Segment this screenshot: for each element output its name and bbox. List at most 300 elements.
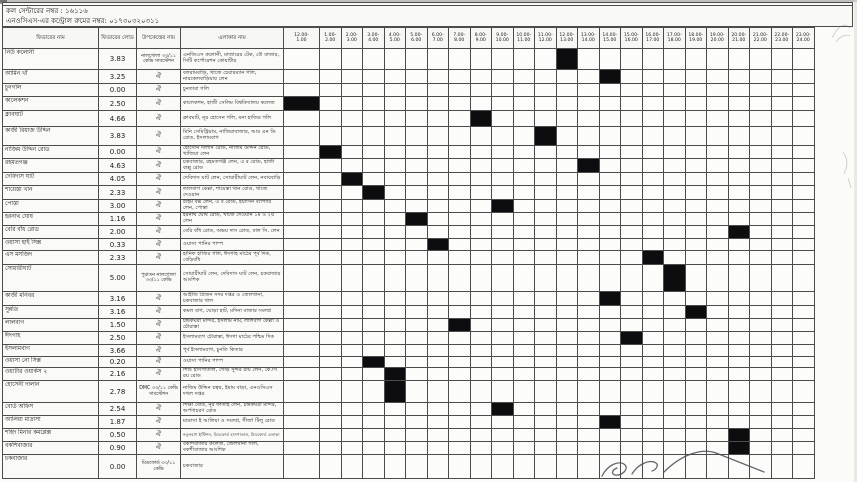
- schedule-cell: [385, 292, 407, 305]
- time-slot-from: 10.00-: [516, 32, 532, 38]
- schedule-cell: [406, 292, 428, 305]
- schedule-cell: [363, 127, 385, 145]
- feeder-name-cell: বেরি বাঁধ রোড: [3, 226, 99, 238]
- schedule-cell: [600, 306, 622, 318]
- schedule-cell: [428, 200, 450, 212]
- schedule-cell: [793, 345, 815, 356]
- schedule-cell: [578, 127, 600, 145]
- blackout-cell: [600, 70, 622, 83]
- schedule-cell: [664, 251, 686, 264]
- schedule-cell: [750, 239, 772, 250]
- time-slot-to: 13.00: [560, 38, 574, 43]
- schedule-cell: [406, 159, 428, 172]
- column-header-time-slot: [621, 28, 643, 48]
- schedule-cell: [428, 416, 450, 428]
- schedule-cell: [471, 200, 493, 212]
- schedule-cell: [514, 49, 536, 69]
- schedule-cell: [643, 368, 665, 380]
- feeder-load-cell: 3.66: [99, 345, 137, 356]
- schedule-cell: [686, 332, 708, 344]
- schedule-cell: [578, 368, 600, 380]
- schedule-cell: [342, 381, 364, 402]
- schedule-cell: [750, 226, 772, 238]
- schedule-cell: [320, 319, 342, 331]
- schedule-cell: [772, 159, 794, 172]
- feeder-load-cell: 4.05: [99, 173, 137, 185]
- substation-cell: ঐ: [137, 127, 181, 145]
- schedule-cell: [621, 429, 643, 441]
- schedule-cell: [471, 127, 493, 145]
- schedule-cell: [284, 226, 320, 238]
- feeder-row: [3, 357, 815, 368]
- schedule-cell: [406, 319, 428, 331]
- schedule-cell: [772, 226, 794, 238]
- schedule-cell: [514, 403, 536, 415]
- schedule-cell: [557, 442, 579, 454]
- schedule-cell: [428, 159, 450, 172]
- schedule-cell: [600, 226, 622, 238]
- schedule-cell: [342, 292, 364, 305]
- schedule-cell: [729, 403, 751, 415]
- schedule-cell: [772, 345, 794, 356]
- schedule-cell: [557, 319, 579, 331]
- schedule-cell: [428, 265, 450, 291]
- schedule-cell: [707, 239, 729, 250]
- schedule-cell: [492, 226, 514, 238]
- schedule-cell: [342, 332, 364, 344]
- schedule-cell: [492, 213, 514, 225]
- schedule-cell: [793, 429, 815, 441]
- schedule-cell: [406, 332, 428, 344]
- column-header-feeder-load: ফিডারের লোড: [99, 28, 137, 48]
- schedule-cell: [514, 146, 536, 158]
- schedule-cell: [406, 381, 428, 402]
- schedule-cell: [428, 173, 450, 185]
- schedule-cell: [320, 173, 342, 185]
- schedule-cell: [772, 84, 794, 96]
- schedule-cell: [385, 332, 407, 344]
- schedule-cell: [772, 332, 794, 344]
- schedule-cell: [793, 49, 815, 69]
- schedule-cell: [793, 332, 815, 344]
- schedule-cell: [514, 251, 536, 264]
- schedule-cell: [449, 251, 471, 264]
- schedule-cell: [578, 213, 600, 225]
- substation-cell: ঐ: [137, 97, 181, 110]
- substation-cell: ঐ: [137, 292, 181, 305]
- schedule-cell: [284, 159, 320, 172]
- schedule-cell: [363, 292, 385, 305]
- schedule-cell: [284, 345, 320, 356]
- schedule-cell: [793, 186, 815, 199]
- schedule-cell: [492, 49, 514, 69]
- schedule-cell: [284, 173, 320, 185]
- schedule-cell: [284, 319, 320, 331]
- schedule-cell: [514, 442, 536, 454]
- blackout-cell: [621, 332, 643, 344]
- schedule-cell: [750, 332, 772, 344]
- schedule-cell: [514, 429, 536, 441]
- time-slot-from: 20.00-: [731, 32, 747, 38]
- schedule-cell: [578, 84, 600, 96]
- feeder-name-cell: ইসলামবাগ: [3, 345, 99, 356]
- schedule-cell: [707, 226, 729, 238]
- schedule-cell: [729, 159, 751, 172]
- schedule-cell: [750, 416, 772, 428]
- schedule-cell: [449, 265, 471, 291]
- schedule-cell: [535, 226, 557, 238]
- feeder-load-cell: 2.00: [99, 226, 137, 238]
- schedule-cell: [342, 97, 364, 110]
- time-slot-to: 5.00: [389, 38, 400, 43]
- substation-cell: ঐ: [137, 251, 181, 264]
- schedule-cell: [471, 403, 493, 415]
- schedule-cell: [514, 200, 536, 212]
- time-slot-from: 5.00-: [410, 32, 423, 38]
- schedule-cell: [385, 429, 407, 441]
- schedule-cell: [535, 381, 557, 402]
- schedule-cell: [428, 186, 450, 199]
- schedule-cell: [406, 357, 428, 367]
- schedule-cell: [750, 319, 772, 331]
- schedule-cell: [492, 186, 514, 199]
- schedule-cell: [514, 345, 536, 356]
- time-slot-from: 9.00-: [496, 32, 509, 38]
- schedule-cell: [385, 127, 407, 145]
- schedule-cell: [600, 265, 622, 291]
- schedule-cell: [535, 455, 557, 478]
- feeder-load-cell: 2.78: [99, 381, 137, 402]
- schedule-cell: [514, 159, 536, 172]
- schedule-cell: [471, 416, 493, 428]
- schedule-cell: [385, 111, 407, 126]
- schedule-cell: [772, 292, 794, 305]
- time-slot-to: 24.00: [796, 38, 810, 43]
- substation-cell: DMC ৩৩/১১ কেভি সাবস্টেশন: [137, 381, 181, 402]
- schedule-cell: [428, 455, 450, 478]
- schedule-cell: [772, 319, 794, 331]
- area-names-cell: হরনাথ ঘোষ রোড, খাজে দেওয়ান ১ম ও ২য় লেন: [181, 213, 284, 225]
- schedule-cell: [578, 173, 600, 185]
- blackout-cell: [729, 226, 751, 238]
- schedule-cell: [342, 368, 364, 380]
- schedule-cell: [686, 239, 708, 250]
- schedule-cell: [643, 159, 665, 172]
- area-names-cell: ইসলামবাগ চৌরাস্তা, ঈদগা মাঠের পশ্চিম দিক: [181, 332, 284, 344]
- column-header-time-slot: [342, 28, 364, 48]
- schedule-cell: [621, 84, 643, 96]
- schedule-cell: [750, 251, 772, 264]
- schedule-cell: [535, 70, 557, 83]
- schedule-cell: [449, 345, 471, 356]
- schedule-cell: [686, 251, 708, 264]
- feeder-name-cell: সোয়ারীঘাট: [3, 265, 99, 291]
- schedule-cell: [284, 332, 320, 344]
- column-header-time-slot: [578, 28, 600, 48]
- schedule-cell: [578, 416, 600, 428]
- area-names-cell: বেরি বাঁধ রোড, অভয় দাস রোড, ঢাল সি. লেন: [181, 226, 284, 238]
- schedule-cell: [428, 146, 450, 158]
- schedule-cell: [643, 49, 665, 69]
- schedule-cell: [643, 226, 665, 238]
- schedule-cell: [686, 416, 708, 428]
- schedule-cell: [643, 70, 665, 83]
- schedule-cell: [428, 345, 450, 356]
- schedule-cell: [492, 111, 514, 126]
- schedule-cell: [621, 265, 643, 291]
- schedule-cell: [428, 226, 450, 238]
- schedule-cell: [492, 429, 514, 441]
- area-names-cell: নতুনবাগ ইস্টিশন, মিডফোর্ড হাসপাতাল, মিডফোর্ড এলাকা: [181, 429, 284, 441]
- schedule-cell: [514, 332, 536, 344]
- column-header-time-slot: [406, 28, 428, 48]
- schedule-cell: [664, 345, 686, 356]
- schedule-cell: [535, 306, 557, 318]
- time-slot-to: 20.00: [710, 38, 724, 43]
- schedule-cell: [449, 70, 471, 83]
- schedule-cell: [471, 357, 493, 367]
- schedule-cell: [284, 84, 320, 96]
- schedule-cell: [643, 306, 665, 318]
- schedule-cell: [664, 127, 686, 145]
- column-header-time-slot: [600, 28, 622, 48]
- schedule-cell: [428, 306, 450, 318]
- area-names-cell: এনজিএস কলোনী, মাজারের টেক, বৌ বাজার, সিটি কর্পোরেশন কোয়ার্টার: [181, 49, 284, 69]
- schedule-cell: [449, 84, 471, 96]
- schedule-cell: [320, 265, 342, 291]
- schedule-cell: [320, 455, 342, 478]
- schedule-cell: [578, 251, 600, 264]
- schedule-cell: [621, 381, 643, 402]
- schedule-cell: [535, 265, 557, 291]
- schedule-cell: [514, 381, 536, 402]
- schedule-cell: [535, 357, 557, 367]
- schedule-cell: [772, 368, 794, 380]
- column-header-time-slot: [363, 28, 385, 48]
- schedule-cell: [729, 127, 751, 145]
- schedule-cell: [535, 173, 557, 185]
- schedule-cell: [557, 186, 579, 199]
- schedule-cell: [686, 357, 708, 367]
- schedule-cell: [492, 146, 514, 158]
- schedule-cell: [686, 200, 708, 212]
- schedule-cell: [578, 292, 600, 305]
- feeder-name-cell: পোস্তা: [3, 200, 99, 212]
- time-slot-to: 16.00: [624, 38, 638, 43]
- schedule-cell: [492, 319, 514, 331]
- schedule-cell: [772, 357, 794, 367]
- schedule-cell: [707, 429, 729, 441]
- feeder-row: [3, 345, 815, 357]
- schedule-cell: [514, 97, 536, 110]
- area-names-cell: পূর্ব ইসলামবাগ, চুনতি কিতার: [181, 345, 284, 356]
- schedule-cell: [385, 239, 407, 250]
- schedule-cell: [707, 200, 729, 212]
- schedule-cell: [492, 97, 514, 110]
- schedule-cell: [793, 442, 815, 454]
- feeder-row: [3, 213, 815, 226]
- schedule-cell: [449, 111, 471, 126]
- schedule-cell: [686, 127, 708, 145]
- schedule-cell: [342, 111, 364, 126]
- schedule-cell: [729, 146, 751, 158]
- schedule-cell: [557, 251, 579, 264]
- substation-cell: ঐ: [137, 403, 181, 415]
- feeder-row: [3, 429, 815, 442]
- schedule-cell: [750, 173, 772, 185]
- schedule-cell: [600, 159, 622, 172]
- schedule-cell: [557, 357, 579, 367]
- schedule-cell: [385, 442, 407, 454]
- schedule-cell: [492, 159, 514, 172]
- schedule-cell: [342, 84, 364, 96]
- schedule-cell: [342, 49, 364, 69]
- column-header-time-slot: [492, 28, 514, 48]
- schedule-cell: [793, 357, 815, 367]
- schedule-cell: [750, 345, 772, 356]
- schedule-cell: [385, 84, 407, 96]
- schedule-cell: [643, 111, 665, 126]
- schedule-cell: [320, 159, 342, 172]
- substation-cell: ঐ: [137, 239, 181, 250]
- schedule-cell: [707, 368, 729, 380]
- schedule-cell: [428, 70, 450, 83]
- schedule-cell: [578, 200, 600, 212]
- schedule-cell: [449, 239, 471, 250]
- schedule-cell: [750, 49, 772, 69]
- schedule-cell: [707, 381, 729, 402]
- schedule-cell: [729, 319, 751, 331]
- feeder-load-cell: 3.00: [99, 200, 137, 212]
- feeder-row: [3, 416, 815, 429]
- schedule-cell: [385, 226, 407, 238]
- schedule-cell: [535, 332, 557, 344]
- schedule-cell: [600, 239, 622, 250]
- time-slot-to: 19.00: [689, 38, 703, 43]
- schedule-cell: [707, 357, 729, 367]
- schedule-cell: [385, 159, 407, 172]
- schedule-cell: [385, 173, 407, 185]
- feeder-row: [3, 292, 815, 306]
- schedule-cell: [750, 265, 772, 291]
- schedule-cell: [342, 345, 364, 356]
- schedule-cell: [342, 306, 364, 318]
- column-header-time-slot: [385, 28, 407, 48]
- schedule-cell: [342, 251, 364, 264]
- schedule-cell: [385, 213, 407, 225]
- blackout-cell: [535, 127, 557, 145]
- schedule-cell: [428, 442, 450, 454]
- time-slot-to: 1.00: [296, 38, 307, 43]
- schedule-cell: [284, 70, 320, 83]
- schedule-cell: [284, 239, 320, 250]
- schedule-cell: [600, 146, 622, 158]
- feeder-row: [3, 368, 815, 381]
- schedule-cell: [514, 213, 536, 225]
- blackout-cell: [449, 319, 471, 331]
- schedule-cell: [600, 368, 622, 380]
- schedule-cell: [320, 70, 342, 83]
- schedule-cell: [514, 84, 536, 96]
- schedule-cell: [750, 186, 772, 199]
- schedule-cell: [600, 97, 622, 110]
- schedule-cell: [284, 429, 320, 441]
- schedule-cell: [729, 306, 751, 318]
- schedule-cell: [750, 146, 772, 158]
- schedule-cell: [342, 442, 364, 454]
- schedule-cell: [750, 368, 772, 380]
- schedule-cell: [535, 186, 557, 199]
- schedule-cell: [428, 84, 450, 96]
- feeder-load-cell: 3.16: [99, 292, 137, 305]
- area-names-cell: শিক্ষা বোর্ড, নূর ফাতাহ লেন, চন্দ্রকঘরী মন্দির, অর্পণাচরণ রোড: [181, 403, 284, 415]
- schedule-cell: [600, 345, 622, 356]
- area-names-cell: নাজিম উদ্দিন চত্বর, ইমাম বাড়া, এনওসিএস দখল দপ্তর: [181, 381, 284, 402]
- time-slot-from: 15.00-: [623, 32, 639, 38]
- schedule-cell: [621, 159, 643, 172]
- schedule-cell: [578, 265, 600, 291]
- column-header-time-slot: [793, 28, 815, 48]
- schedule-cell: [772, 416, 794, 428]
- schedule-cell: [600, 251, 622, 264]
- feeder-row: [3, 381, 815, 403]
- column-header-time-slot: [707, 28, 729, 48]
- schedule-cell: [514, 173, 536, 185]
- schedule-cell: [793, 292, 815, 305]
- schedule-cell: [284, 416, 320, 428]
- schedule-cell: [471, 49, 493, 69]
- schedule-cell: [535, 345, 557, 356]
- schedule-cell: [492, 239, 514, 250]
- blackout-cell: [428, 239, 450, 250]
- column-header-time-slot: [557, 28, 579, 48]
- schedule-cell: [750, 403, 772, 415]
- schedule-cell: [772, 213, 794, 225]
- schedule-cell: [750, 429, 772, 441]
- schedule-cell: [793, 319, 815, 331]
- schedule-cell: [363, 159, 385, 172]
- feeder-load-cell: 2.33: [99, 251, 137, 264]
- schedule-cell: [772, 70, 794, 83]
- schedule-cell: [557, 159, 579, 172]
- schedule-cell: [621, 97, 643, 110]
- schedule-cell: [643, 332, 665, 344]
- schedule-cell: [600, 319, 622, 331]
- schedule-cell: [342, 200, 364, 212]
- schedule-cell: [793, 306, 815, 318]
- blackout-cell: [385, 381, 407, 402]
- schedule-cell: [664, 213, 686, 225]
- schedule-cell: [406, 251, 428, 264]
- feeder-name-cell: আমিন খাঁ: [3, 70, 99, 83]
- feeder-load-cell: 2.50: [99, 97, 137, 110]
- schedule-cell: [664, 429, 686, 441]
- schedule-cell: [643, 345, 665, 356]
- schedule-cell: [471, 251, 493, 264]
- control-room-number-bar: [2, 16, 853, 27]
- schedule-cell: [643, 239, 665, 250]
- feeder-load-cell: 1.50: [99, 319, 137, 331]
- area-names-cell: সোয়ারীঘাট লেন, দেবিদাস ঘাট লেন, চকবাজার আংশিক: [181, 265, 284, 291]
- schedule-cell: [284, 127, 320, 145]
- schedule-cell: [557, 332, 579, 344]
- column-header-time-slot: [729, 28, 751, 48]
- schedule-cell: [686, 186, 708, 199]
- schedule-cell: [643, 84, 665, 96]
- blackout-cell: [600, 292, 622, 305]
- schedule-cell: [406, 84, 428, 96]
- feeder-name-cell: কাজী মনিবর: [3, 292, 99, 305]
